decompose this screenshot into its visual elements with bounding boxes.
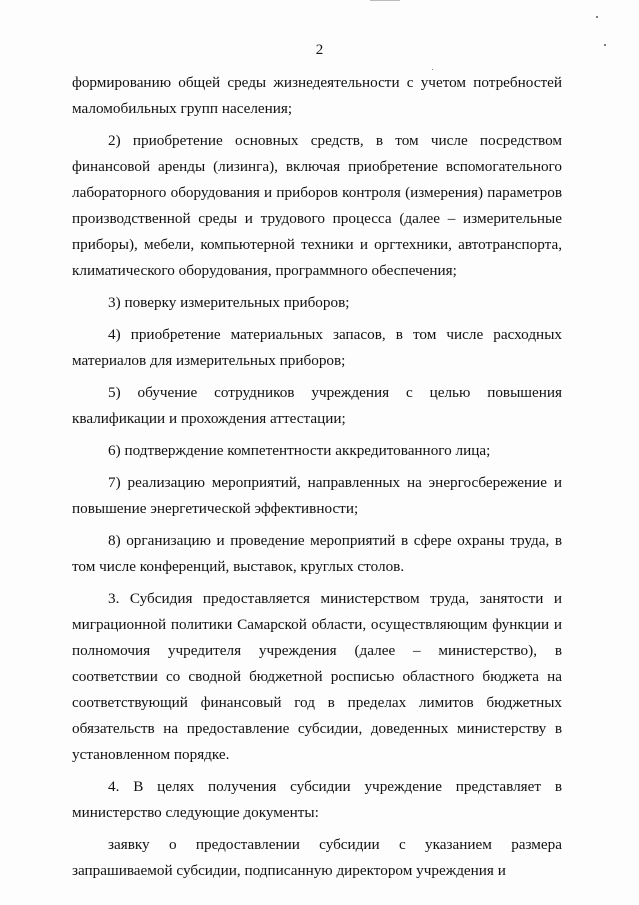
paragraph-continuation: формированию общей среды жизнедеятельности с учетом потребностей маломобильных групп населения; [72, 74, 562, 117]
paragraph-clause-3: 3. Субсидия предоставляется министерством труда, занятости и миграционной политики Самарской области, осуществляющим функции и полномочия учредителя учреждения (далее – министерство), в соответствии со сводной бюджетной росписью областного бюджета на соответствующий финансовый год в пределах лимитов бюджетных обязательств на предоставление субсидии, доведенных министерству в установленном порядке. [72, 590, 562, 763]
paragraph-clause-4: 4. В целях получения субсидии учреждение представляет в министерство следующие документы: [72, 778, 562, 821]
paragraph-item-7: 7) реализацию мероприятий, направленных на энергосбережение и повышение энергетической эффективности; [72, 474, 562, 517]
paragraph-item-6: 6) подтверждение компетентности аккредитованного лица; [108, 442, 491, 459]
scan-speck [596, 16, 598, 18]
paragraph-item-8: 8) организацию и проведение мероприятий в сфере охраны труда, в том числе конференций, выставок, круглых столов. [72, 532, 562, 575]
page-number: 2 [315, 42, 324, 58]
paragraph-application: заявку о предоставлении субсидии с указанием размера запрашиваемой субсидии, подписанную директором учреждения и [72, 836, 562, 879]
paragraph-item-5: 5) обучение сотрудников учреждения с целью повышения квалификации и прохождения аттестации; [72, 384, 562, 427]
paragraph-item-3: 3) поверку измерительных приборов; [108, 294, 350, 311]
paragraph-item-4: 4) приобретение материальных запасов, в том числе расходных материалов для измерительных приборов; [72, 326, 562, 369]
document-body [72, 70, 562, 884]
paragraph-item-2: 2) приобретение основных средств, в том числе посредством финансовой аренды (лизинга), включая приобретение вспомогательного лабораторного оборудования и приборов контроля (измерения) параметров производственной среды и трудового процесса (далее – измерительные приборы), мебели, компьютерной техники и оргтехники, автотранспорта, климатического оборудования, программного обеспечения; [72, 132, 562, 279]
scan-mark [370, 0, 400, 1]
